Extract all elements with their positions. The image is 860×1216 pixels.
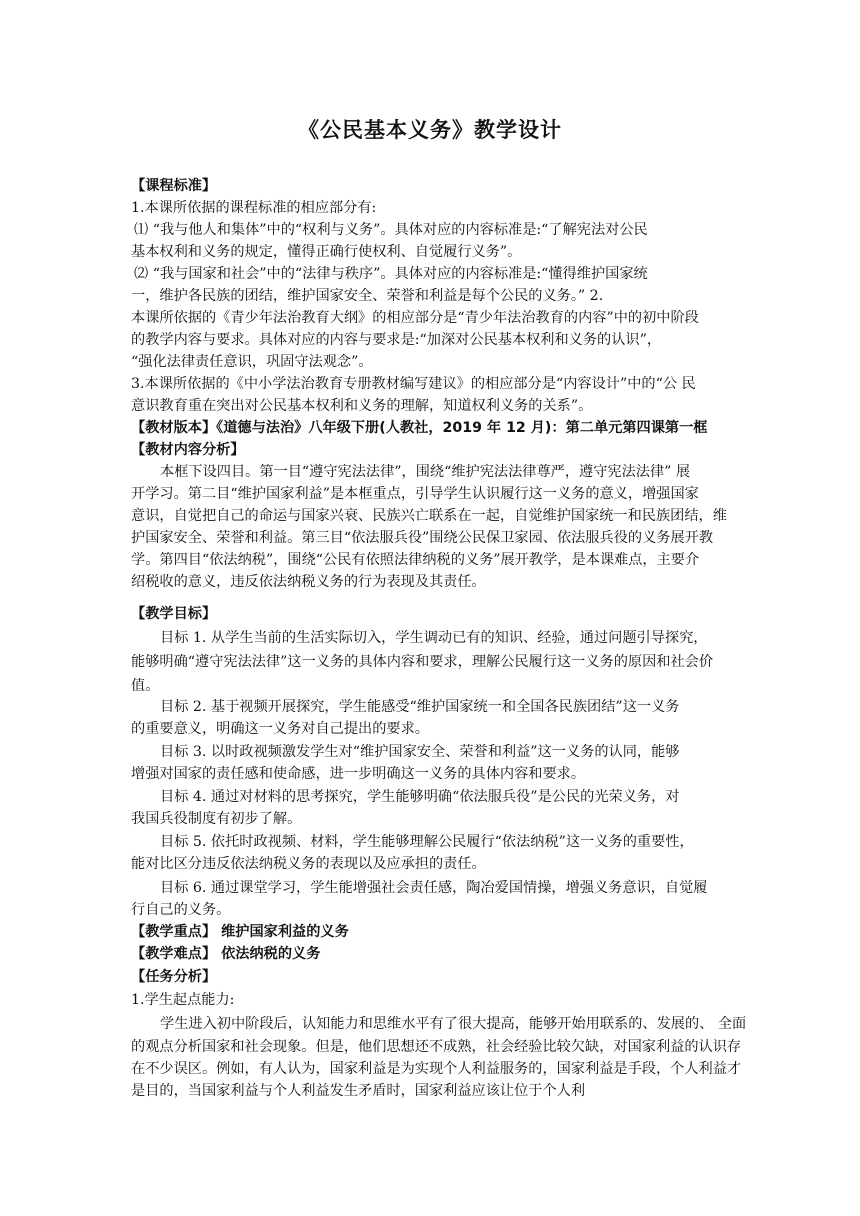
section-heading-curriculum: 【课程标准】 bbox=[131, 178, 217, 194]
text-line: ⑵ “我与国家和社会”中的“法律与秩序”。具体对应的内容标准是:“懂得维护国家统 bbox=[134, 266, 648, 282]
text-line: 在不少误区。例如，有人认为，国家利益是为实现个人利益服务的，国家利益是手段，个人利益才 bbox=[131, 1061, 742, 1077]
text-line: 目标 1. 从学生当前的生活实际切入，学生调动已有的知识、经验，通过问题引导探究， bbox=[160, 630, 708, 646]
text-line: 目标 2. 基于视频开展探究，学生能感受“维护国家统一和全国各民族团结”这一义务 bbox=[160, 699, 680, 715]
text-line: 意识，自觉把自己的命运与国家兴衰、民族兴亡联系在一起，自觉维护国家统一和民族团结，维 bbox=[131, 508, 727, 524]
text-line: 行自己的义务。 bbox=[131, 902, 231, 918]
section-heading-content-analysis: 【教材内容分析】 bbox=[131, 442, 245, 458]
text-line: 的观点分析国家和社会现象。但是，他们思想还不成熟，社会经验比较欠缺，对国家利益的认识存 bbox=[131, 1039, 742, 1055]
text-line: 1.本课所依据的课程标准的相应部分有: bbox=[131, 200, 377, 216]
text-line: 增强对国家的责任感和使命感，进一步明确这一义务的具体内容和要求。 bbox=[131, 766, 586, 782]
text-line: 绍税收的意义，违反依法纳税义务的行为表现及其责任。 bbox=[131, 574, 486, 590]
text-line: 值。 bbox=[131, 678, 160, 694]
text-line: 意识教育重在突出对公民基本权利和义务的理解，知道权利义务的关系”。 bbox=[131, 398, 593, 414]
text-line: 目标 3. 以时政视频激发学生对“维护国家安全、荣誉和利益”这一义务的认同，能够 bbox=[160, 744, 680, 760]
text-line: 3.本课所依据的《中小学法治教育专册教材编写建议》的相应部分是“内容设计”中的“公 民 bbox=[131, 376, 696, 392]
text-line: 本课所依据的《青少年法治教育大纲》的相应部分是“青少年法治教育的内容”中的初中阶段 bbox=[131, 310, 699, 326]
text-line: 1.学生起点能力: bbox=[131, 992, 235, 1008]
text-line: 我国兵役制度有初步了解。 bbox=[131, 811, 302, 827]
text-line: 的教学内容与要求。具体对应的内容与要求是:“加深对公民基本权利和义务的认识”， bbox=[131, 332, 662, 348]
text-line: 目标 6. 通过课堂学习，学生能增强社会责任感，陶冶爱国情操，增强义务意识，自觉履 bbox=[160, 880, 708, 896]
section-heading-teaching-goals: 【教学目标】 bbox=[131, 606, 217, 622]
section-heading-difficulty: 【教学难点】 依法纳税的义务 bbox=[131, 946, 321, 962]
section-heading-textbook-version: 【教材版本】《道德与法治》八年级下册(人教社，2019 年 12 月)：第二单元第四课第一框 bbox=[131, 420, 708, 436]
text-line: “强化法律责任意识，巩固守法观念”。 bbox=[131, 354, 373, 370]
section-heading-task-analysis: 【任务分析】 bbox=[131, 969, 217, 985]
text-line: 护国家安全、荣誉和利益。第三目“依法服兵役”围绕公民保卫家园、依法服兵役的义务展开教 bbox=[131, 530, 714, 546]
page-title: 《公民基本义务》教学设计 bbox=[298, 118, 562, 142]
text-line: 开学习。第二目“维护国家利益”是本框重点，引导学生认识履行这一义务的意义，增强国家 bbox=[131, 486, 699, 502]
text-line: 是目的，当国家利益与个人利益发生矛盾时，国家利益应该让位于个人利 bbox=[131, 1083, 586, 1099]
text-line: 学生进入初中阶段后，认知能力和思维水平有了很大提高，能够开始用联系的、发展的、 全面 bbox=[160, 1016, 747, 1032]
text-line: 基本权利和义务的规定，懂得正确行使权利、自觉履行义务”。 bbox=[131, 244, 522, 260]
text-line: 目标 4. 通过对材料的思考探究，学生能够明确“依法服兵役”是公民的光荣义务，对 bbox=[160, 789, 680, 805]
text-line: 能对比区分违反依法纳税义务的表现以及应承担的责任。 bbox=[131, 856, 486, 872]
section-heading-key-point: 【教学重点】 维护国家利益的义务 bbox=[131, 924, 349, 940]
text-line: 一，维护各民族的团结，维护国家安全、荣誉和利益是每个公民的义务。” 2. bbox=[131, 288, 604, 304]
text-line: ⑴ “我与他人和集体”中的“权利与义务”。具体对应的内容标准是:“了解宪法对公民 bbox=[134, 222, 648, 238]
text-line: 的重要意义，明确这一义务对自己提出的要求。 bbox=[131, 721, 429, 737]
text-line: 能够明确“遵守宪法法律”这一义务的具体内容和要求，理解公民履行这一义务的原因和社会价 bbox=[131, 654, 714, 670]
text-line: 目标 5. 依托时政视频、材料，学生能够理解公民履行“依法纳税”这一义务的重要性， bbox=[160, 834, 694, 850]
text-line: 学。第四目“依法纳税”，围绕“公民有依照法律纳税的义务”展开教学，是本课难点，主要介 bbox=[131, 552, 700, 568]
text-line: 本框下设四目。第一目“遵守宪法法律”，围绕“维护宪法法律尊严，遵守宪法法律” 展 bbox=[160, 464, 691, 480]
